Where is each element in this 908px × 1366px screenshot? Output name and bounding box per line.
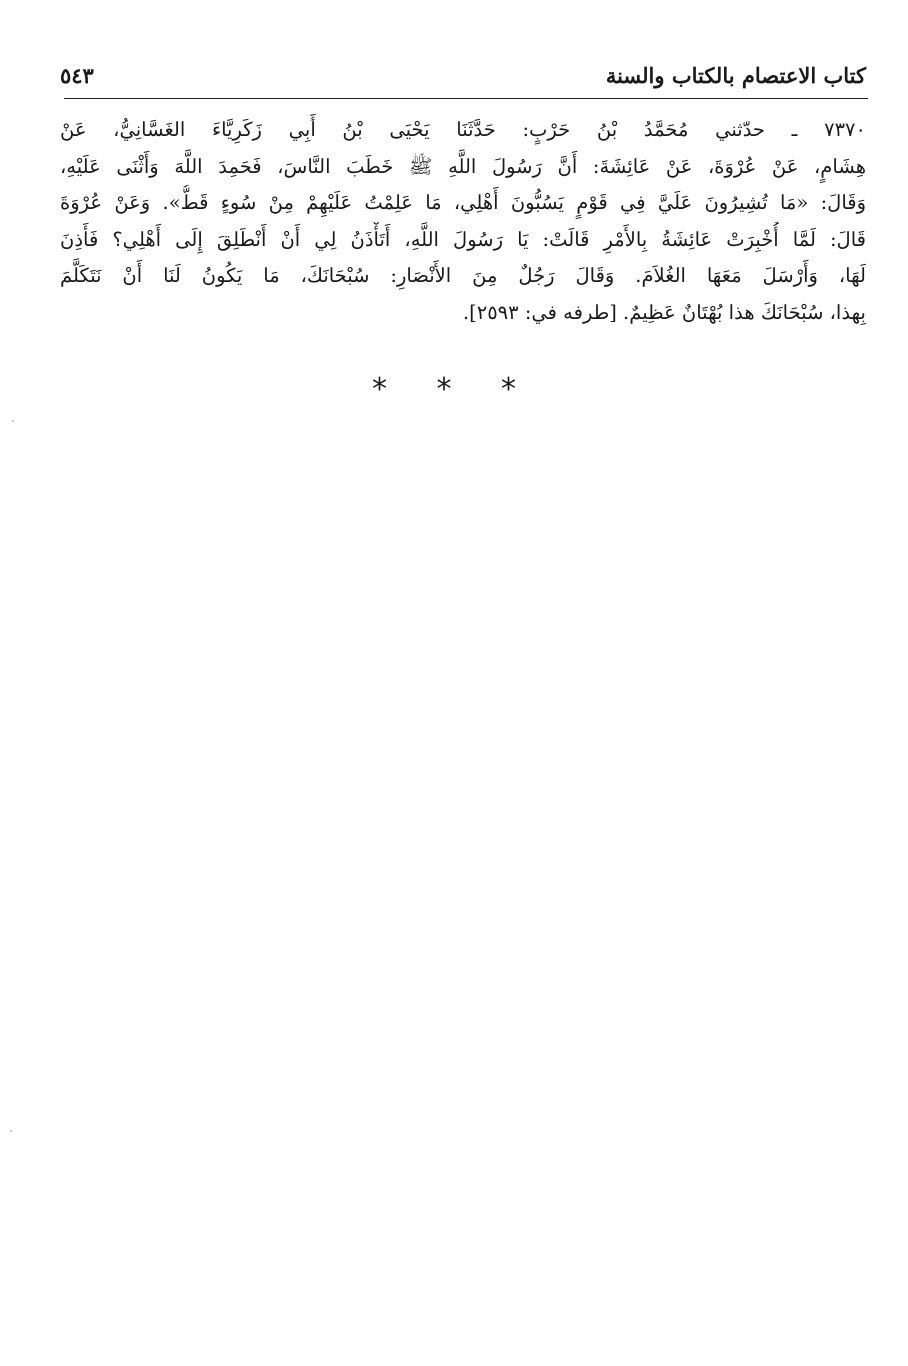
text-line: ٧٣٧٠ ـ حدّثني مُحَمَّدُ بْنُ حَرْبٍ: حَدَّثَنَا يَحْيَى بْنُ أَبِي زَكَرِيَّاءَ الغَسَّانِيُّ، عَنْ bbox=[60, 118, 866, 141]
text-line: لَهَا، وَأَرْسَلَ مَعَهَا الغُلاَمَ. وَقَالَ رَجُلٌ مِنَ الأَنْصَارِ: سُبْحَانَكَ، مَا يَكُونُ لَنَا أَنْ نَتَكَلَّمَ bbox=[60, 264, 866, 287]
page-number: ٥٤٣ bbox=[60, 62, 94, 88]
text-line: وَقَالَ: «مَا تُشِيرُونَ عَلَيَّ فِي قَوْمٍ يَسُبُّونَ أَهْلِي، مَا عَلِمْتُ عَلَيْهِمْ مِنْ سُوءٍ قَطُّ». وَعَنْ عُرْوَةَ bbox=[60, 191, 866, 214]
section-separator: * * * bbox=[371, 372, 537, 407]
text-line: هِشَامٍ، عَنْ عُرْوَةَ، عَنْ عَائِشَةَ: أَنَّ رَسُولَ اللَّهِ ﷺ خَطَبَ النَّاسَ، فَحَمِدَ اللَّهَ وَأَثْنَى عَلَيْهِ، bbox=[60, 154, 866, 178]
text-line: قَالَ: لَمَّا أُخْبِرَتْ عَائِشَةُ بِالأَمْرِ قَالَتْ: يَا رَسُولَ اللَّهِ، أَتَأْذَنُ لِي أَنْ أَنْطَلِقَ إِلَى أَهْلِي؟ فَأَذِنَ bbox=[60, 227, 866, 251]
chapter-title: كتاب الاعتصام بالكتاب والسنة bbox=[605, 62, 866, 88]
hadith-text bbox=[60, 112, 866, 331]
scan-speck bbox=[10, 1130, 12, 1132]
header-rule bbox=[64, 98, 868, 99]
scan-speck bbox=[12, 420, 14, 422]
text-line: بِهذا، سُبْحَانَكَ هذا بُهْتَانٌ عَظِيمٌ. [طرفه في: ٢٥٩٣]. bbox=[462, 300, 866, 324]
page-header bbox=[60, 58, 866, 92]
